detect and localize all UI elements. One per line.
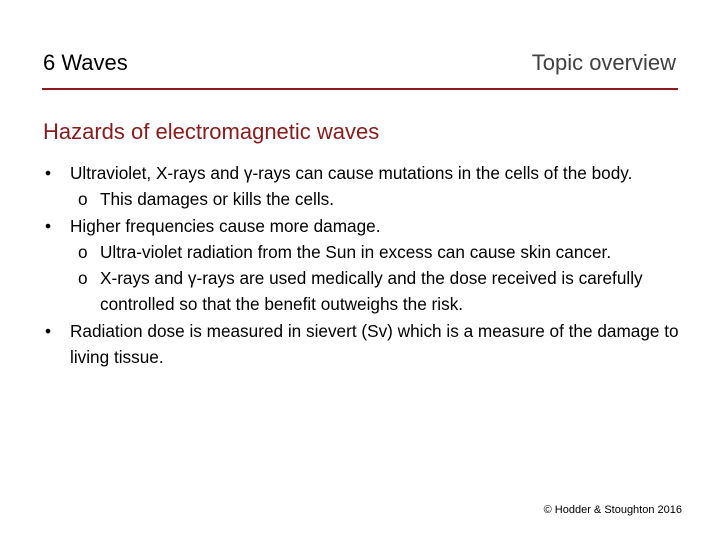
sub-bullet-item (43, 239, 679, 265)
chapter-title: 6 Waves (43, 50, 128, 75)
bullet-item (43, 318, 679, 371)
bullet-marker: • (45, 215, 52, 236)
sub-bullet-text: X-rays and γ-rays are used medically and the dose received is carefully controlled so that the benefit outweighs the risk. (100, 268, 643, 315)
bullet-text: Higher frequencies cause more damage. (70, 215, 381, 236)
bullet-item (43, 160, 679, 186)
slide-title: Hazards of electromagnetic waves (43, 119, 380, 144)
sub-bullet-item (43, 265, 679, 318)
sub-bullet-marker: o (78, 241, 88, 262)
bullet-list (43, 160, 679, 370)
bullet-text: Ultraviolet, X-rays and γ-rays can cause mutations in the cells of the body. (70, 163, 633, 183)
sub-bullet-text: Ultra-violet radiation from the Sun in excess can cause skin cancer. (100, 241, 612, 262)
bullet-text: Radiation dose is measured in sievert (Sv) which is a measure of the damage to living tissue. (70, 320, 679, 368)
sub-bullet-text: This damages or kills the cells. (100, 189, 335, 210)
section-label: Topic overview (531, 50, 676, 75)
bullet-item (43, 213, 679, 239)
bullet-marker: • (45, 163, 52, 183)
sub-bullet-marker: o (78, 189, 88, 210)
header-divider (42, 88, 678, 90)
copyright-notice: © Hodder & Stoughton 2016 (543, 504, 682, 516)
sub-bullet-marker: o (78, 268, 88, 289)
sub-bullet-item (43, 186, 679, 212)
bullet-marker: • (45, 320, 52, 341)
